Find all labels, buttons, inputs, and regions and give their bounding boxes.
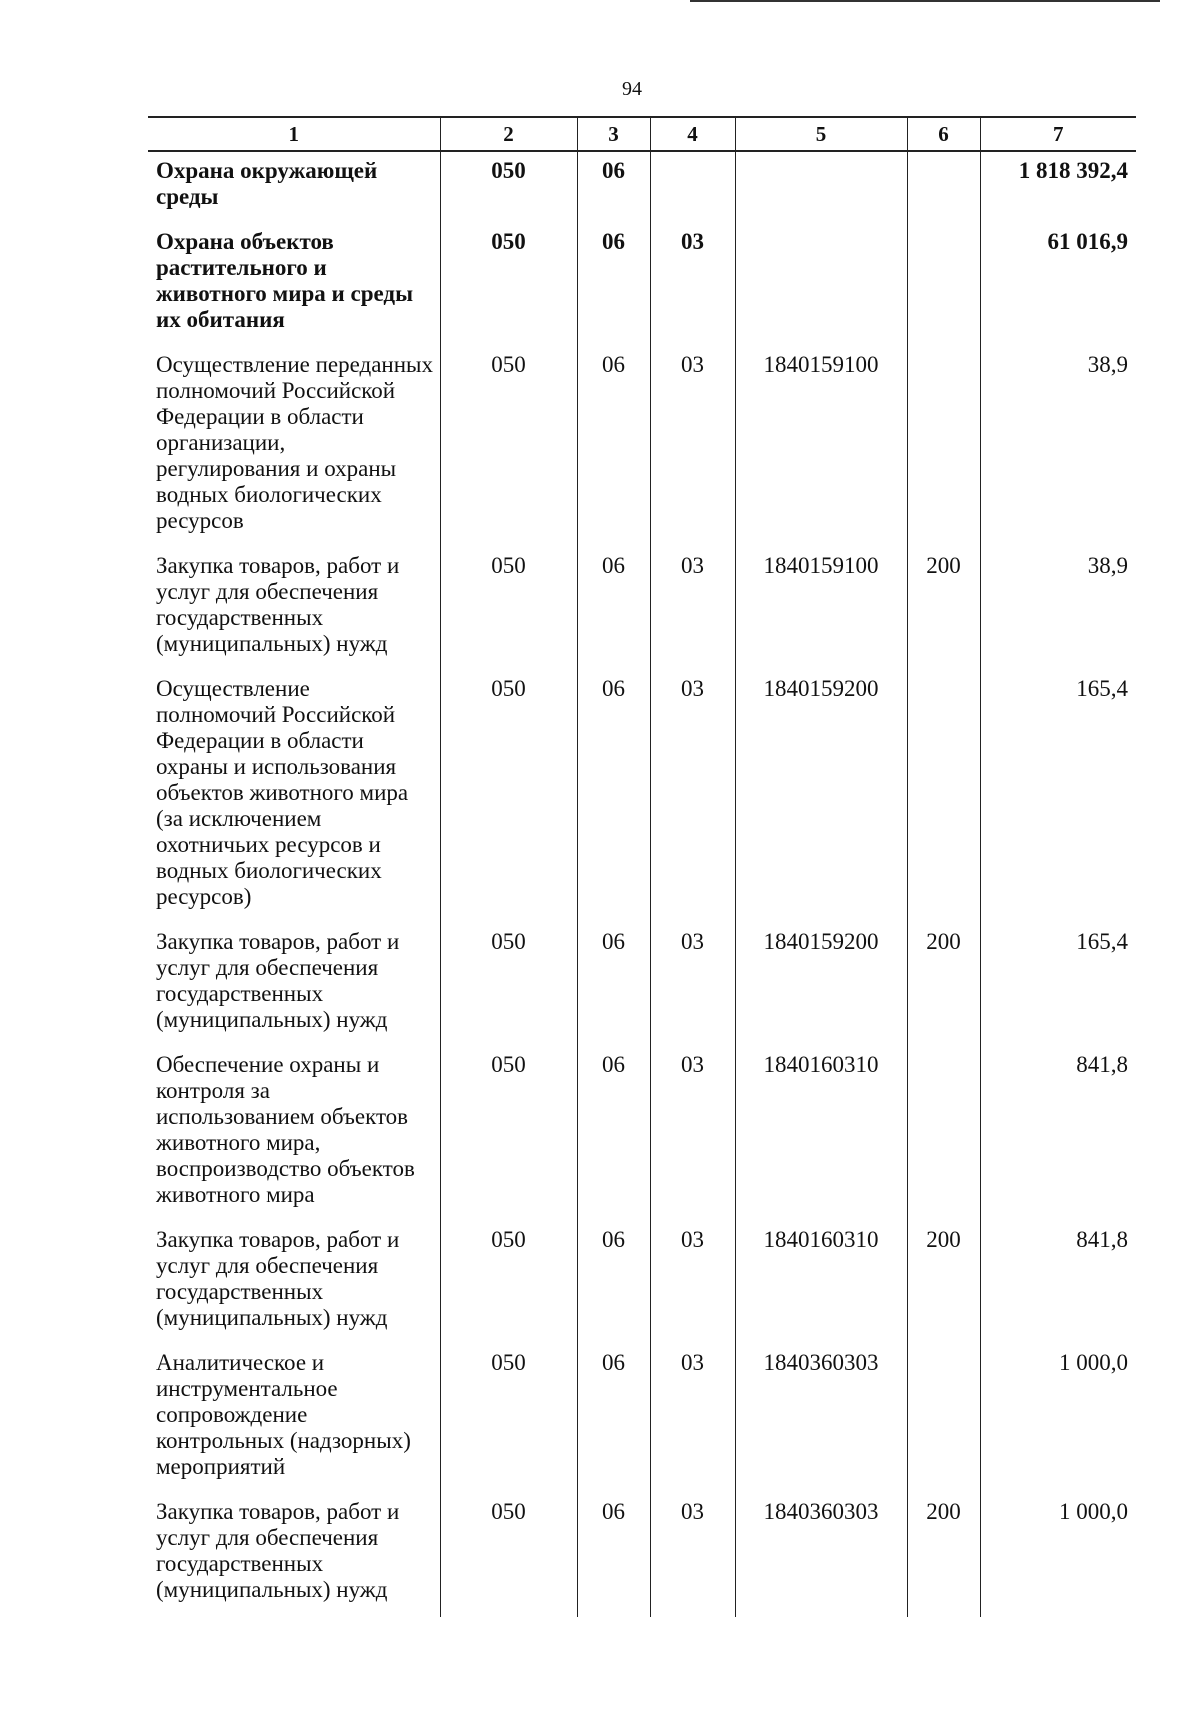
code-cell: 050 bbox=[440, 1494, 577, 1617]
table-row bbox=[148, 924, 1136, 1047]
target-article-cell: 1840159100 bbox=[735, 548, 907, 671]
target-article-cell: 1840160310 bbox=[735, 1047, 907, 1222]
table-row bbox=[148, 1222, 1136, 1345]
section-cell: 06 bbox=[577, 1494, 650, 1617]
row-name-cell: Обеспечение охраны и контроля за использованием объектов животного мира, воспроизводство объектов животного мира bbox=[156, 1052, 415, 1207]
row-name-cell: Осуществление полномочий Российской Федерации в области охраны и использования объектов животного мира (за исключением охотничьих ресурсов и водных биологических ресурсов) bbox=[156, 676, 409, 909]
target-article-cell: 1840160310 bbox=[735, 1222, 907, 1345]
row-name-cell: Охрана окружающей среды bbox=[156, 158, 378, 209]
target-article-cell: 1840159200 bbox=[735, 924, 907, 1047]
code-cell: 050 bbox=[440, 1345, 577, 1494]
subsection-cell: 03 bbox=[650, 1222, 735, 1345]
table-row bbox=[148, 151, 1136, 224]
target-article-cell: 1840159100 bbox=[735, 347, 907, 548]
section-cell: 06 bbox=[577, 1345, 650, 1494]
subsection-cell: 03 bbox=[650, 924, 735, 1047]
subsection-cell: 03 bbox=[650, 548, 735, 671]
table-row bbox=[148, 224, 1136, 347]
row-name-cell: Аналитическое и инструментальное сопровождение контрольных (надзорных) мероприятий bbox=[156, 1350, 411, 1479]
expense-type-cell bbox=[907, 1345, 980, 1494]
expense-type-cell: 200 bbox=[907, 924, 980, 1047]
subsection-cell bbox=[650, 151, 735, 224]
code-cell: 050 bbox=[440, 1222, 577, 1345]
column-header: 7 bbox=[980, 117, 1136, 151]
code-cell: 050 bbox=[440, 924, 577, 1047]
amount-cell: 841,8 bbox=[980, 1047, 1136, 1222]
row-name-cell: Закупка товаров, работ и услуг для обеспечения государственных (муниципальных) нужд bbox=[156, 553, 400, 656]
subsection-cell: 03 bbox=[650, 1494, 735, 1617]
target-article-cell bbox=[735, 224, 907, 347]
column-header: 3 bbox=[577, 117, 650, 151]
code-cell: 050 bbox=[440, 1047, 577, 1222]
section-cell: 06 bbox=[577, 151, 650, 224]
target-article-cell: 1840360303 bbox=[735, 1494, 907, 1617]
amount-cell: 38,9 bbox=[980, 548, 1136, 671]
amount-cell: 38,9 bbox=[980, 347, 1136, 548]
page-number: 94 bbox=[622, 78, 642, 100]
row-name-cell: Закупка товаров, работ и услуг для обеспечения государственных (муниципальных) нужд bbox=[156, 929, 400, 1032]
target-article-cell bbox=[735, 151, 907, 224]
subsection-cell: 03 bbox=[650, 224, 735, 347]
expense-type-cell bbox=[907, 1047, 980, 1222]
code-cell: 050 bbox=[440, 224, 577, 347]
table-row bbox=[148, 1494, 1136, 1617]
subsection-cell: 03 bbox=[650, 1047, 735, 1222]
expense-type-cell bbox=[907, 347, 980, 548]
section-cell: 06 bbox=[577, 924, 650, 1047]
subsection-cell: 03 bbox=[650, 671, 735, 924]
section-cell: 06 bbox=[577, 548, 650, 671]
amount-cell: 1 818 392,4 bbox=[980, 151, 1136, 224]
target-article-cell: 1840159200 bbox=[735, 671, 907, 924]
code-cell: 050 bbox=[440, 151, 577, 224]
section-cell: 06 bbox=[577, 671, 650, 924]
target-article-cell: 1840360303 bbox=[735, 1345, 907, 1494]
amount-cell: 1 000,0 bbox=[980, 1345, 1136, 1494]
amount-cell: 841,8 bbox=[980, 1222, 1136, 1345]
expense-type-cell: 200 bbox=[907, 1222, 980, 1345]
row-name-cell: Закупка товаров, работ и услуг для обеспечения государственных (муниципальных) нужд bbox=[156, 1227, 400, 1330]
table-row bbox=[148, 671, 1136, 924]
column-header: 4 bbox=[650, 117, 735, 151]
row-name-cell: Охрана объектов растительного и животного мира и среды их обитания bbox=[156, 229, 414, 332]
expense-type-cell bbox=[907, 671, 980, 924]
expense-type-cell: 200 bbox=[907, 548, 980, 671]
column-header: 2 bbox=[440, 117, 577, 151]
amount-cell: 61 016,9 bbox=[980, 224, 1136, 347]
expense-type-cell: 200 bbox=[907, 1494, 980, 1617]
row-name-cell: Закупка товаров, работ и услуг для обеспечения государственных (муниципальных) нужд bbox=[156, 1499, 400, 1602]
column-header: 6 bbox=[907, 117, 980, 151]
expense-type-cell bbox=[907, 151, 980, 224]
expense-type-cell bbox=[907, 224, 980, 347]
section-cell: 06 bbox=[577, 1222, 650, 1345]
code-cell: 050 bbox=[440, 671, 577, 924]
header-row bbox=[148, 117, 1136, 151]
top-rule bbox=[690, 0, 1160, 2]
row-name-cell: Осуществление переданных полномочий Российской Федерации в области организации, регулирования и охраны водных биологических ресурсов bbox=[156, 352, 433, 533]
amount-cell: 165,4 bbox=[980, 924, 1136, 1047]
amount-cell: 1 000,0 bbox=[980, 1494, 1136, 1617]
code-cell: 050 bbox=[440, 347, 577, 548]
budget-table bbox=[148, 116, 1136, 1617]
section-cell: 06 bbox=[577, 1047, 650, 1222]
table-row bbox=[148, 1345, 1136, 1494]
code-cell: 050 bbox=[440, 548, 577, 671]
table-row bbox=[148, 347, 1136, 548]
column-header: 5 bbox=[735, 117, 907, 151]
table-row bbox=[148, 1047, 1136, 1222]
subsection-cell: 03 bbox=[650, 1345, 735, 1494]
section-cell: 06 bbox=[577, 347, 650, 548]
section-cell: 06 bbox=[577, 224, 650, 347]
column-header: 1 bbox=[148, 117, 440, 151]
table-row bbox=[148, 548, 1136, 671]
subsection-cell: 03 bbox=[650, 347, 735, 548]
amount-cell: 165,4 bbox=[980, 671, 1136, 924]
